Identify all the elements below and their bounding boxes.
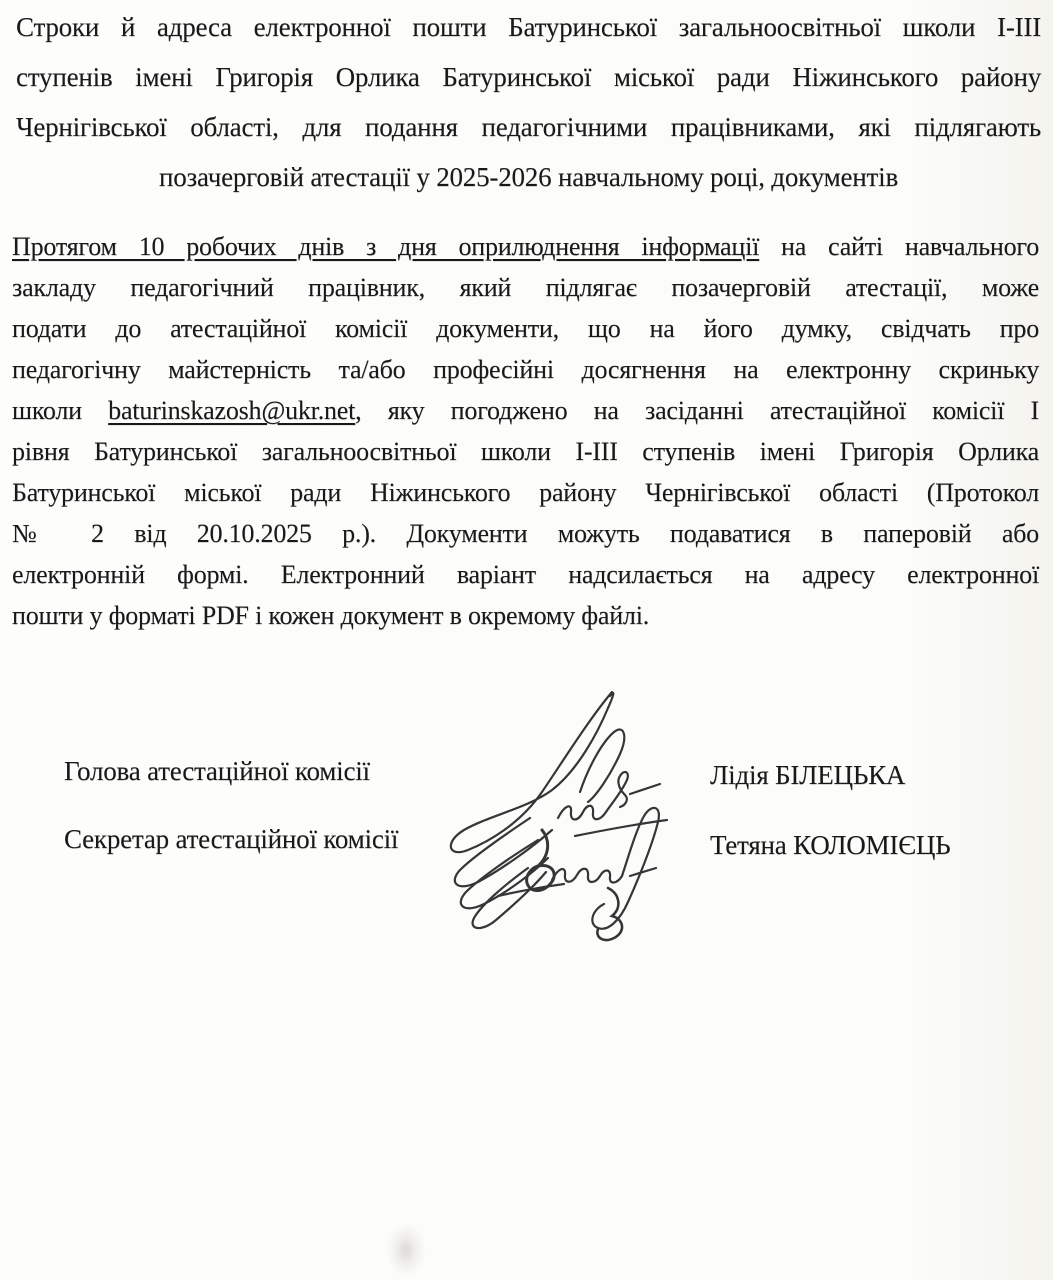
title-line: Строки й адреса електронної пошти Батуринської загальноосвітньої школи І-ІІІ <box>16 12 1041 42</box>
paragraph-text: на сайті навчального <box>759 232 1040 261</box>
body-paragraph <box>12 226 1039 636</box>
title-line: Чернігівської області, для подання педагогічними працівниками, які підлягають <box>16 112 1041 142</box>
paragraph-line: подати до атестаційної комісії документи, що на його думку, свідчать про <box>12 314 1039 343</box>
scan-smudge <box>386 1222 426 1278</box>
paragraph-line: пошти у форматі PDF і кожен документ в окремому файлі. <box>12 601 650 630</box>
signature-name-head: Лідія БІЛЕЦЬКА <box>710 760 906 790</box>
paragraph-text: , яку погоджено на засіданні атестаційної комісії І <box>355 396 1039 425</box>
paragraph-text: школи <box>12 396 109 425</box>
document-title <box>16 2 1041 202</box>
signature-scrawl <box>430 670 690 960</box>
title-line: ступенів імені Григорія Орлика Батуринської міської ради Ніжинського району <box>16 62 1041 92</box>
title-line: позачерговій атестації у 2025-2026 навчальному році, документів <box>158 162 898 192</box>
email-address: baturinskazosh@ukr.net <box>108 396 356 425</box>
signature-role-head: Голова атестаційної комісії <box>64 756 370 786</box>
paragraph-line: електронній формі. Електронний варіант надсилається на адресу електронної <box>12 560 1039 589</box>
paragraph-line: № 2 від 20.10.2025 р.). Документи можуть подаватися в паперовій або <box>12 519 1039 548</box>
paragraph-line <box>12 390 1039 431</box>
paragraph-line: закладу педагогічний працівник, який підлягає позачерговій атестації, може <box>12 273 1039 302</box>
signature-name-secretary: Тетяна КОЛОМІЄЦЬ <box>710 830 951 860</box>
signature-role-secretary: Секретар атестаційної комісії <box>64 824 399 854</box>
paragraph-line <box>12 226 1039 267</box>
paragraph-line: Батуринської міської ради Ніжинського району Чернігівської області (Протокол <box>12 478 1039 507</box>
paragraph-line: педагогічну майстерність та/або професійні досягнення на електронну скриньку <box>12 355 1039 384</box>
deadline-underlined-text: Протягом 10 робочих днів з дня оприлюднення інформації <box>12 232 760 261</box>
paragraph-line: рівня Батуринської загальноосвітньої школи І-ІІІ ступенів імені Григорія Орлика <box>12 437 1039 466</box>
